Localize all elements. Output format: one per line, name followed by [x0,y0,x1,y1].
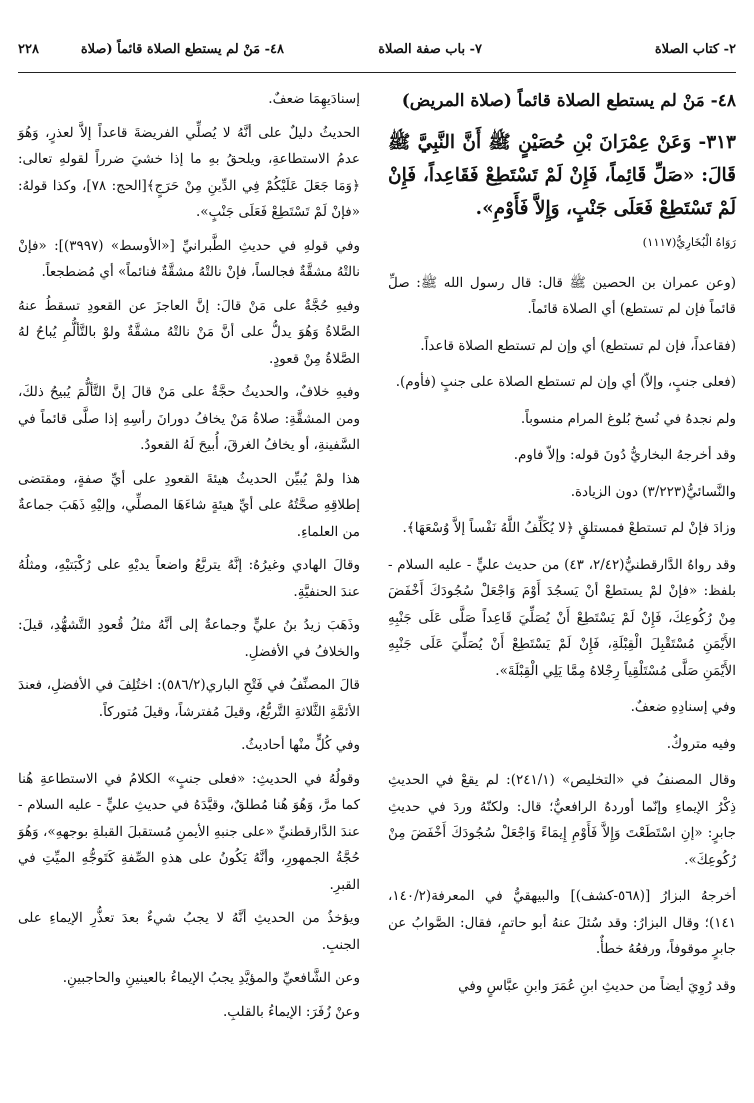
commentary-paragraph: وقد رواهُ الدَّارقطنيُّ(٢/٤٢، ٤٣) من حديث عليٍّ - عليه السلام - بلفظ: «فإنْ لمْ يستطعْ أنْ يَسجُدَ أَوْمَ وَاجْعَلْ سُجُودَكَ أَخْفَضَ مِنْ رُكُوعِكَ، فَإِنْ لَمْ يَسْتَطِعْ أَنْ يُصَلِّيَ قَاعِداً صَلَّى عَلَى جَنْبِهِ الأَيْمَنِ مُسْتَقْبِلَ الْقِبْلَةِ، فَإِنْ لَمْ يَسْتَطِعْ أَنْ يُصَلِّيَ عَلَى جَنْبِهِ الأَيْمَنِ صَلَّى مُسْتَلْقِياً رِجْلاهُ مِمَّا يَلِي الْقِبْلَةَ». [388,556,736,679]
commentary-paragraph: إسنادَيهِمَا ضعفٌ. [268,91,360,107]
left-column [18,86,360,1032]
commentary-paragraph: ولم نجدهُ في نُسخ بُلوغ المرام منسوباً. [520,410,736,427]
right-column [388,86,736,1009]
commentary-paragraph: وقال المصنفُ في «التخليص» (٢٤١/١): لم يقعْ في الحديثِ ذِكْرُ الإيماءِ وإنّما أوردهُ الرافعيُّ؛ قال: ولكنّهُ وردَ في حديثِ جابرٍ: «إنِ اسْتَطَعْتَ وَإِلاَّ فَأَوْمِ إِيمَاءً وَاجْعَلْ سُجُودَكَ أَخْفَضَ مِنْ رُكُوعِكَ». [388,772,736,868]
commentary-paragraph: وذَهَبَ زيدُ بنُ عليٍّ وجماعةٌ إلى أنَّهُ مثلُ قُعودِ التَّشهُّدِ، قيلَ: والخلافُ في الأفضلِ. [18,617,360,660]
commentary-paragraph: قالَ المصنِّفُ في فَتْحِ الباري(٥٨٦/٢): اختُلِفَ في الأفضلِ، فعندَ الأئمَّةِ الثَّلاثةِ التَّربُّعُ، وقيلَ مُفترشاً، وقيلَ مُتوركاً. [18,677,360,720]
commentary-paragraph: وقد رُوِيَ أيضاً من حديثِ ابنِ عُمَرَ وابنِ عبَّاسٍ وفي [458,977,736,994]
section-title: ٤٨- مَنْ لم يستطع الصلاة قائماً (صلاة المريض) [401,91,736,111]
commentary-paragraph: والنَّسائيُّ(٣/٢٢٣) دون الزيادة. [570,483,736,500]
commentary-paragraph: وفي إسنادِهِ ضعفٌ. [630,699,736,715]
commentary-paragraph: وقالَ الهادي وغيرُهُ: إنَّهُ يتربَّعُ واضعاً يديْهِ على رُكْبَتيْهِ، ومثلُهُ عندَ الحنفيَّةِ. [18,557,360,600]
page-number: ٢٢٨ [18,42,39,57]
running-header [18,38,736,73]
commentary-paragraph: (فقاعداً، فإن لم تستطع) أي وإن لم تستطع الصلاة قاعداً. [420,337,736,354]
commentary-paragraph: أخرجهُ البزارُ [(٥٦٨-كشف)] والبيهقيُّ في المعرفة(١٤٠/٢، ١٤١)؛ وقال البزارُ: وقد سُئلَ عنهُ أبو حاتمٍ، فقال: الصَّوابُ عن جابرٍ موقوفاً، ورفعُهُ خطأٌ. [388,888,736,957]
commentary-paragraph: وفي كُلٍّ منْها أحاديثُ. [241,737,360,753]
commentary-paragraph: وقد أخرجهُ البخاريُّ دُونَ قوله: وإلاّ فاوم. [513,447,736,463]
header-section-title: ٤٨- مَنْ لم يستطع الصلاة قائماً (صلاة [80,42,284,57]
hadith-text: ٣١٣- وَعَنْ عِمْرَانَ بْنِ حُصَيْنٍ ﷺ أَنَّ النَّبِيَّ ﷺ قَالَ: «صَلِّ قَائِماً، فَإِنْ لَمْ تَسْتَطِعْ فَقَاعِداً، فَإِنْ لَمْ تَسْتَطِعْ فَعَلَى جَنْبٍ، وَإِلاَّ فَأَوْمِ». [388,132,736,219]
commentary-paragraph: (فعلى جنبٍ، وإلاّ) أي وإن لم تستطع الصلاة على جنبٍ (فأوم). [395,374,736,390]
header-book-title: ٢- كتاب الصلاة [654,42,736,57]
commentary-paragraph: وقولُهُ في الحديثِ: «فعلى جنبٍ» الكلامُ في الاستطاعةِ هُنا كما مرَّ، وَهُوَ هُنا مُطلقٌ، وقيَّدَهُ في حديثِ عليٍّ - عليه السلام - عندَ الدَّارقطنيِّ «على جنبهِ الأيمنِ مُستقبلَ القبلةِ بوجههِ»، وَهُوَ حُجَّةُ الجمهورِ، وأنَّهُ يَكُونُ على هذهِ الصِّفةِ كَتَوجُّهِ الميِّتِ في القبرِ. [18,770,360,893]
commentary-paragraph: وعنْ زُفَرَ: الإيماءُ بالقلبِ. [223,1003,360,1020]
commentary-paragraph: وفيهِ حُجَّةٌ على مَنْ قالَ: إنَّ العاجزَ عن القعودِ تسقطُ عنهُ الصَّلاةُ وَهُوَ يدلُّ على أنَّ مَنْ نالتْهُ مشقَّةٌ ولوْ بالتَّألُّمِ يُباحُ لهُ الصَّلاةُ مِنْ قعودٍ. [18,297,360,367]
commentary-paragraph: (وعن عمران بن الحصين ﷺ قال: قال رسول الله ﷺ: صلِّ قائماً فإن لم تستطع) أي الصلاة قائماً. [388,274,736,317]
commentary-paragraph: وفي قولهِ في حديثِ الطَّبرانيِّ [«الأوسط» (٣٩٩٧)]: «فإنْ نالتْهُ مشقَّةٌ فجالساً، فإنْ نالتْهُ مشقَّةٌ فنائماً» أي مُضطجعاً. [18,237,360,280]
commentary-paragraph: هذا ولمْ يُبيِّن الحديثُ هيئةَ القعودِ على أيِّ صفةٍ، ومقتضى إطلاقِهِ صحَّتُهُ على أيِّ هيئةٍ شاءَهَا المصلِّي، وإليْهِ ذَهَبَ جماعةٌ من العلماءِ. [18,470,360,540]
commentary-paragraph: وفيهِ خلافٌ، والحديثُ حجَّةٌ على مَنْ قالَ إنَّ التَّألُّمَ يُبيحُ ذلكَ، ومن المشقَّةِ: صلاةُ مَنْ يخافُ دورانَ رأسِهِ إذا صلَّى قائماً في السَّفينةِ، أو يخافُ الغرقَ، أُبيحَ لَهُ القعودُ. [18,384,360,453]
commentary-paragraph: وفيه متروكٌ. [666,735,736,752]
commentary-paragraph: وزادَ فإنْ لم تستطعْ فمستلقٍ ﴿لا يُكَلِّفُ اللَّهُ نَفْساً إلاَّ وُسْعَهَا﴾. [402,520,736,536]
commentary-paragraph: وعن الشَّافعيِّ والمؤيَّدِ يجبُ الإيماءُ بالعينينِ والحاجبينِ. [62,970,360,986]
commentary-paragraph: ويؤخذُ من الحديثِ أنَّهُ لا يجبُ شيءٌ بعدَ تعذُّرِ الإيماءِ على الجنبِ. [18,910,360,953]
header-chapter-title: ٧- باب صفة الصلاة [378,42,482,57]
commentary-paragraph: الحديثُ دليلٌ على أنَّهُ لا يُصلِّي الفريضةَ قاعداً إلاَّ لعذرٍ، وَهُوَ عدمُ الاستطاعةِ، ويلحقُ بهِ ما إذا خشيَ ضرراً لقولهِ تعالى: ﴿وَمَا جَعَلَ عَلَيْكُمْ فِي الدِّينِ مِنْ حَرَجٍ﴾[الحج: ٧٨]، وكذا قولهُ: «فإنْ لَمْ تَسْتَطِعْ فَعَلَى جَنْبٍ». [18,124,360,220]
hadith-reference: رَوَاهُ الْبُخَارِيُّ(١١١٧) [642,235,736,249]
